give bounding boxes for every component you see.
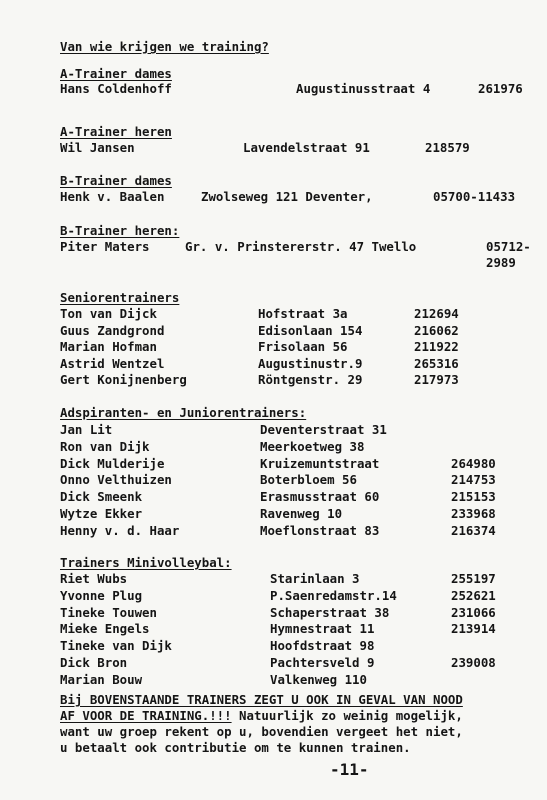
- trainer-name: Henk v. Baalen: [60, 189, 165, 204]
- trainer-name: Mieke Engels: [60, 621, 150, 637]
- trainer-address: Pachtersveld 9: [270, 655, 375, 670]
- trainer-phone: 215153: [451, 489, 496, 505]
- trainer-phone: 233968: [451, 506, 496, 521]
- trainer-name: Tineke Touwen: [60, 604, 157, 620]
- trainer-name: Guus Zandgrond: [60, 322, 165, 338]
- trainer-name: Astrid Wentzel: [60, 355, 165, 371]
- trainer-phone: 213914: [451, 621, 496, 637]
- trainer-phone: 218579: [425, 140, 470, 155]
- section-title-b-heren: B-Trainer heren:: [60, 223, 180, 238]
- footer-line-2-rest: Natuurlijk zo weinig mogelijk,: [231, 708, 463, 723]
- trainer-name: Henny v. d. Haar: [60, 522, 180, 538]
- trainer-address: Hymnestraat 11: [270, 621, 375, 637]
- trainer-phone: 05712-: [486, 239, 531, 254]
- page-heading: Van wie krijgen we training?: [60, 39, 269, 54]
- trainer-address: Lavendelstraat 91: [243, 140, 370, 155]
- trainer-phone: 239008: [451, 655, 496, 670]
- trainer-address: Erasmusstraat 60: [260, 489, 380, 505]
- trainer-name: Wil Jansen: [60, 140, 135, 155]
- section-title-junioren: Adspiranten- en Juniorentrainers:: [60, 405, 307, 420]
- trainer-name: Ron van Dijk: [60, 438, 150, 454]
- trainer-name: Dick Bron: [60, 655, 128, 670]
- trainer-address: Röntgenstr. 29: [258, 372, 363, 387]
- trainer-address: Augustinustr.9: [258, 355, 363, 371]
- section-title-senioren: Seniorentrainers: [60, 290, 180, 305]
- trainer-address: Hofstraat 3a: [258, 306, 348, 321]
- trainer-phone: 214753: [451, 472, 496, 488]
- trainer-name: Ton van Dijck: [60, 306, 157, 321]
- trainer-address: Moeflonstraat 83: [260, 522, 380, 538]
- trainer-address: Starinlaan 3: [270, 571, 360, 586]
- trainer-name: Tineke van Dijk: [60, 638, 172, 654]
- trainer-address: P.Saenredamstr.14: [270, 587, 397, 603]
- trainer-name: Marian Bouw: [60, 671, 143, 687]
- trainer-name: Piter Maters: [60, 239, 150, 254]
- trainer-phone: 265316: [414, 355, 459, 371]
- trainer-name: Onno Velthuizen: [60, 472, 172, 488]
- trainer-phone: 211922: [414, 339, 459, 354]
- trainer-phone: 05700-11433: [433, 189, 516, 204]
- trainer-phone-continued: 2989: [486, 255, 516, 270]
- trainer-address: Kruizemuntstraat: [260, 455, 380, 471]
- footer-line-3: want uw groep rekent op u, bovendien vergeet het niet,: [60, 724, 463, 739]
- footer-line-4: u betaalt ook contributie om te kunnen trainen.: [60, 740, 411, 755]
- footer-line-1: Bij BOVENSTAANDE TRAINERS ZEGT U OOK IN GEVAL VAN NOOD: [60, 692, 463, 707]
- trainer-address: Augustinusstraat 4: [296, 81, 431, 96]
- trainer-address: Schaperstraat 38: [270, 604, 390, 620]
- trainer-phone: 261976: [478, 81, 523, 96]
- trainer-address: Frisolaan 56: [258, 339, 348, 354]
- footer-line-2-underlined: AF VOOR DE TRAINING.!!!: [60, 708, 232, 723]
- trainer-phone: 216374: [451, 522, 496, 538]
- trainer-phone: 264980: [451, 455, 496, 471]
- section-title-a-dames: A-Trainer dames: [60, 66, 172, 81]
- trainer-phone: 212694: [414, 306, 459, 321]
- trainer-phone: 216062: [414, 322, 459, 338]
- page-number: -11-: [330, 760, 369, 779]
- section-title-a-heren: A-Trainer heren: [60, 124, 172, 139]
- footer-line-2: [60, 709, 463, 723]
- trainer-name: Jan Lit: [60, 422, 113, 437]
- trainer-name: Dick Mulderije: [60, 455, 165, 471]
- trainer-phone: 255197: [451, 571, 496, 586]
- trainer-name: Wytze Ekker: [60, 506, 143, 521]
- trainer-phone: 252621: [451, 587, 496, 603]
- trainer-name: Yvonne Plug: [60, 587, 143, 603]
- trainer-name: Hans Coldenhoff: [60, 81, 172, 96]
- trainer-phone: 231066: [451, 604, 496, 620]
- trainer-name: Dick Smeenk: [60, 489, 143, 505]
- trainer-address: Hoofdstraat 98: [270, 638, 375, 654]
- trainer-address: Zwolseweg 121 Deventer,: [201, 189, 373, 204]
- trainer-address: Deventerstraat 31: [260, 422, 387, 437]
- trainer-name: Riet Wubs: [60, 571, 128, 586]
- section-title-b-dames: B-Trainer dames: [60, 173, 172, 188]
- section-title-mini: Trainers Minivolleybal:: [60, 555, 232, 570]
- trainer-address: Gr. v. Prinstererstr. 47 Twello: [185, 239, 417, 254]
- trainer-address: Meerkoetweg 38: [260, 438, 365, 454]
- trainer-name: Marian Hofman: [60, 339, 157, 354]
- trainer-address: Edisonlaan 154: [258, 322, 363, 338]
- trainer-address: Valkenweg 110: [270, 671, 367, 687]
- trainer-address: Boterbloem 56: [260, 472, 357, 488]
- trainer-phone: 217973: [414, 372, 459, 387]
- trainer-address: Ravenweg 10: [260, 506, 343, 521]
- trainer-name: Gert Konijnenberg: [60, 372, 187, 387]
